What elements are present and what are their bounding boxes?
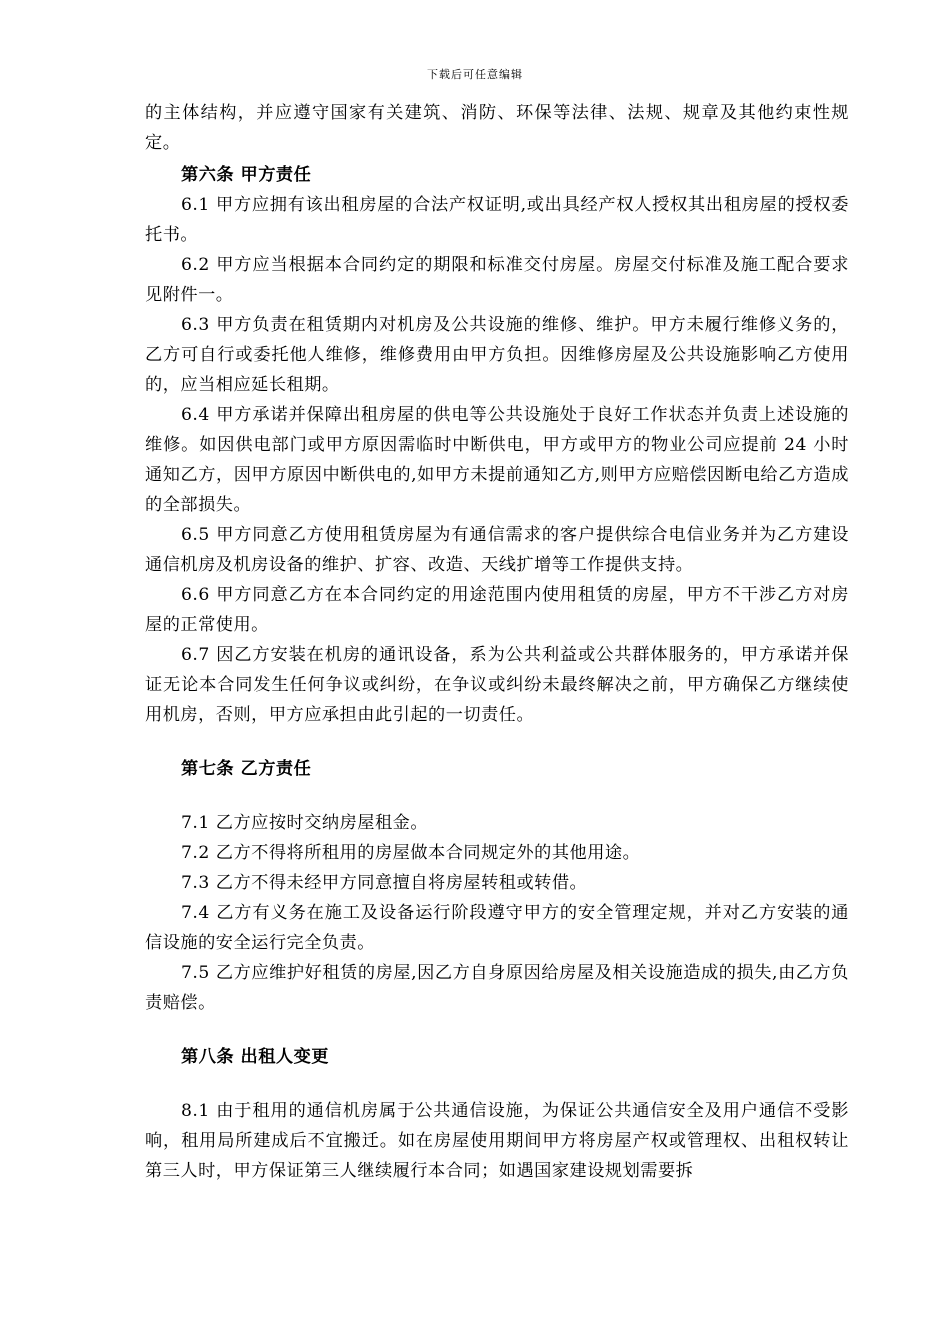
- clause-6-3: 6.3 甲方负责在租赁期内对机房及公共设施的维修、维护。甲方未履行维修义务的，乙方可自行或委托他人维修，维修费用由甲方负担。因维修房屋及公共设施影响乙方使用的，应当相应延长租期。: [145, 315, 849, 395]
- section-heading-6: 第六条 甲方责任: [181, 165, 312, 185]
- paragraph-continuation: 的主体结构，并应遵守国家有关建筑、消防、环保等法律、法规、规章及其他约束性规定。: [145, 103, 849, 153]
- clause-7-1: 7.1 乙方应按时交纳房屋租金。: [181, 813, 429, 833]
- clause-7-4: 7.4 乙方有义务在施工及设备运行阶段遵守甲方的安全管理定规，并对乙方安装的通信设施的安全运行完全负责。: [145, 903, 849, 953]
- clause-6-1: 6.1 甲方应拥有该出租房屋的合法产权证明,或出具经产权人授权其出租房屋的授权委托书。: [145, 195, 849, 245]
- clause-7-5: 7.5 乙方应维护好租赁的房屋,因乙方自身原因给房屋及相关设施造成的损失,由乙方负责赔偿。: [145, 963, 849, 1013]
- clause-6-2: 6.2 甲方应当根据本合同约定的期限和标准交付房屋。房屋交付标准及施工配合要求见附件一。: [145, 255, 849, 305]
- document-body: [145, 98, 849, 1186]
- clause-6-4: 6.4 甲方承诺并保障出租房屋的供电等公共设施处于良好工作状态并负责上述设施的维修。如因供电部门或甲方原因需临时中断供电，甲方或甲方的物业公司应提前 24 小时通知乙方，因甲方原因中断供电的,如甲方未提前通知乙方,则甲方应赔偿因断电给乙方造成的全部损失。: [145, 405, 849, 515]
- clause-8-1: 8.1 由于租用的通信机房属于公共通信设施，为保证公共通信安全及用户通信不受影响，租用局所建成后不宜搬迁。如在房屋使用期间甲方将房屋产权或管理权、出租权转让第三人时，甲方保证第三人继续履行本合同；如遇国家建设规划需要拆: [145, 1101, 849, 1181]
- section-heading-8: 第八条 出租人变更: [181, 1047, 329, 1067]
- clause-7-3: 7.3 乙方不得未经甲方同意擅自将房屋转租或转借。: [181, 873, 588, 893]
- clause-6-5: 6.5 甲方同意乙方使用租赁房屋为有通信需求的客户提供综合电信业务并为乙方建设通信机房及机房设备的维护、扩容、改造、天线扩增等工作提供支持。: [145, 525, 849, 575]
- page-header: 下载后可任意编辑: [427, 68, 523, 81]
- clause-7-2: 7.2 乙方不得将所租用的房屋做本合同规定外的其他用途。: [181, 843, 641, 863]
- clause-6-6: 6.6 甲方同意乙方在本合同约定的用途范围内使用租赁的房屋，甲方不干涉乙方对房屋的正常使用。: [145, 585, 849, 635]
- section-heading-7: 第七条 乙方责任: [181, 759, 312, 779]
- clause-6-7: 6.7 因乙方安装在机房的通讯设备，系为公共利益或公共群体服务的，甲方承诺并保证无论本合同发生任何争议或纠纷，在争议或纠纷未最终解决之前，甲方确保乙方继续使用机房，否则，甲方应承担由此引起的一切责任。: [145, 645, 849, 725]
